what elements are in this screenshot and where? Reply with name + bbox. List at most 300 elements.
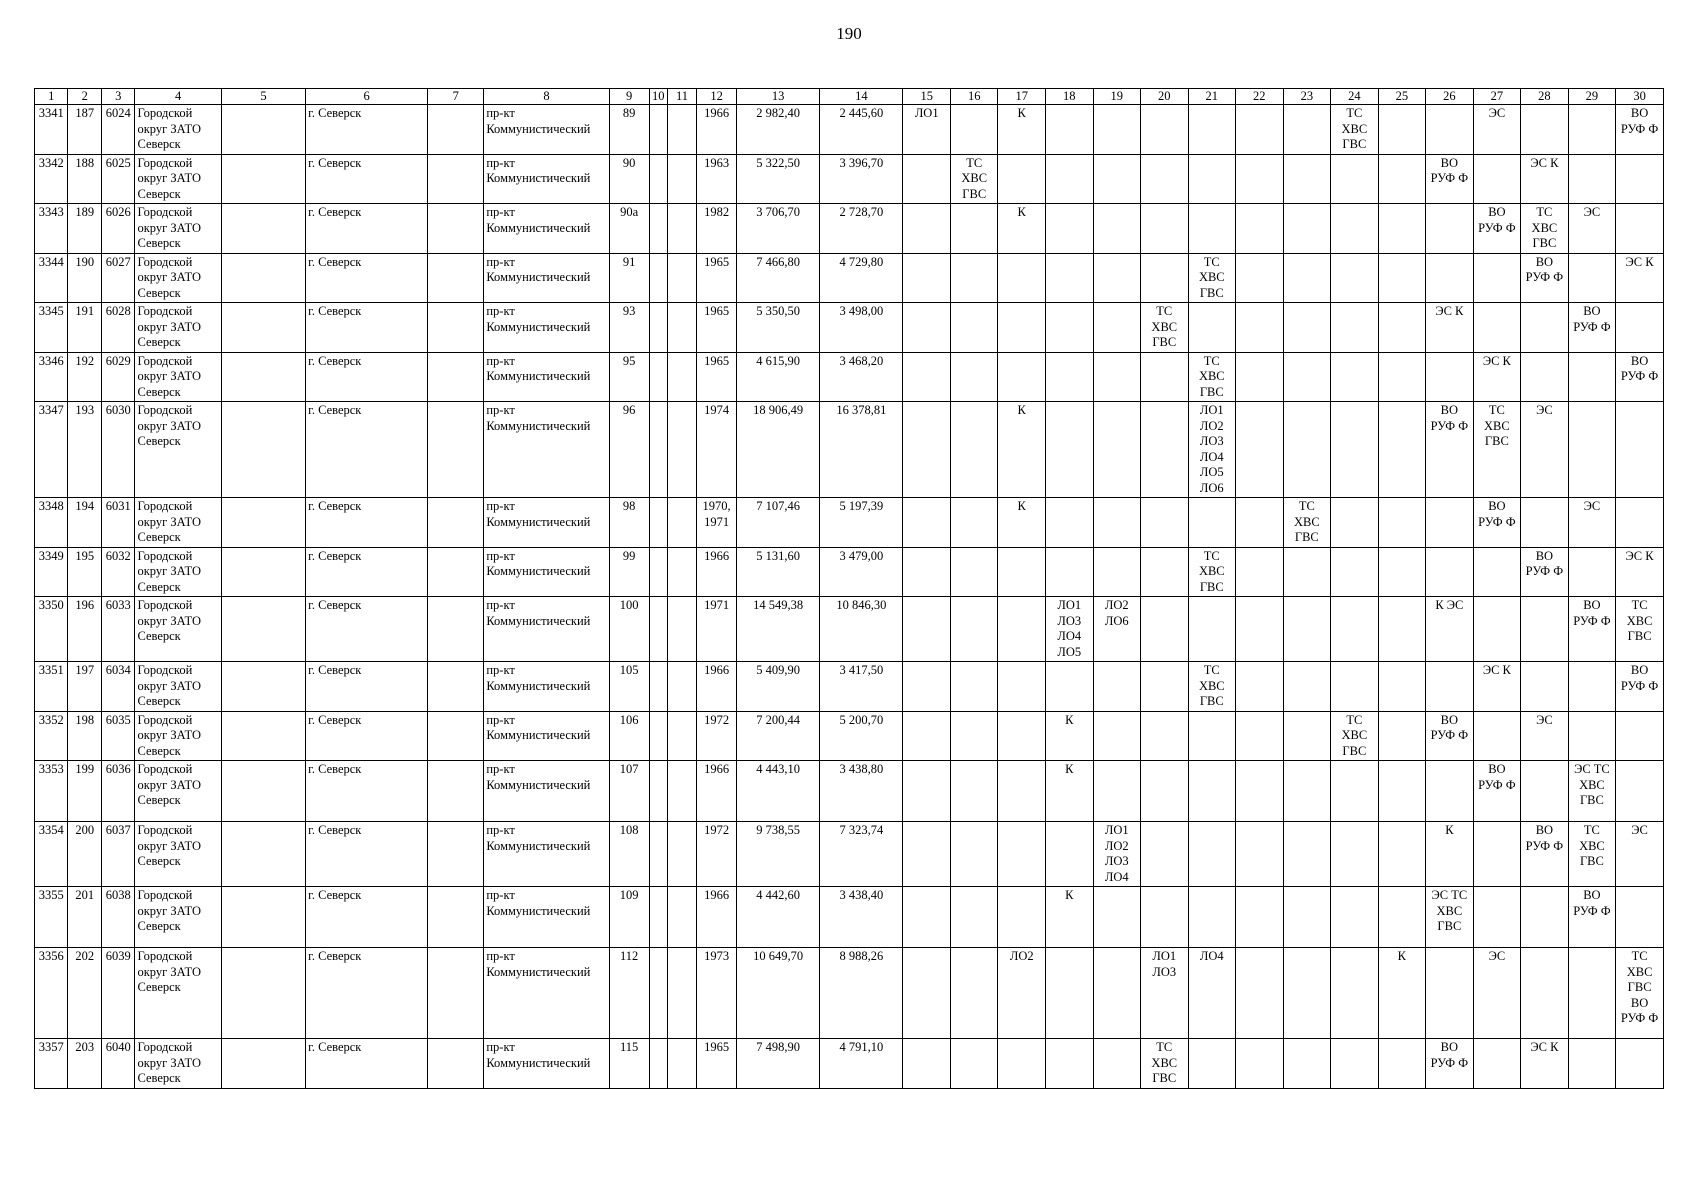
cell-col-3: 6037 (101, 822, 134, 887)
cell-col-14: 3 438,80 (820, 761, 903, 822)
cell-col-5 (221, 352, 305, 402)
cell-col-29 (1568, 948, 1616, 1039)
cell-col-5 (221, 547, 305, 597)
cell-col-1: 3353 (35, 761, 68, 822)
cell-col-26 (1426, 547, 1474, 597)
cell-col-11 (667, 761, 696, 822)
cell-col-25 (1378, 597, 1426, 662)
cell-col-28 (1521, 597, 1569, 662)
cell-col-1: 3346 (35, 352, 68, 402)
cell-col-17: К (998, 105, 1046, 155)
cell-col-13: 4 615,90 (737, 352, 820, 402)
cell-col-25 (1378, 352, 1426, 402)
cell-col-11 (667, 711, 696, 761)
cell-col-12: 1966 (697, 662, 737, 712)
cell-col-1: 3342 (35, 154, 68, 204)
column-header-5: 5 (221, 89, 305, 105)
cell-col-16 (950, 402, 998, 498)
cell-col-24 (1331, 547, 1379, 597)
cell-col-7 (428, 1039, 484, 1089)
column-header-16: 16 (950, 89, 998, 105)
cell-col-21 (1188, 822, 1236, 887)
cell-col-24 (1331, 1039, 1379, 1089)
cell-col-26 (1426, 948, 1474, 1039)
cell-col-1: 3352 (35, 711, 68, 761)
cell-col-26: ВО РУФ Ф (1426, 1039, 1474, 1089)
cell-col-6: г. Северск (306, 597, 428, 662)
cell-col-6: г. Северск (306, 761, 428, 822)
column-header-2: 2 (68, 89, 101, 105)
cell-col-14: 2 728,70 (820, 204, 903, 254)
cell-col-8: пр-кт Коммунистический (484, 303, 609, 353)
cell-col-29 (1568, 711, 1616, 761)
cell-col-20: ТС ХВС ГВС (1141, 1039, 1189, 1089)
cell-col-9: 99 (609, 547, 649, 597)
cell-col-27: ТС ХВС ГВС (1473, 402, 1521, 498)
cell-col-1: 3341 (35, 105, 68, 155)
cell-col-21 (1188, 887, 1236, 948)
cell-col-4: Городской округ ЗАТО Северск (135, 303, 221, 353)
cell-col-12: 1966 (697, 761, 737, 822)
cell-col-14: 10 846,30 (820, 597, 903, 662)
cell-col-17 (998, 662, 1046, 712)
cell-col-7 (428, 303, 484, 353)
cell-col-2: 189 (68, 204, 101, 254)
cell-col-9: 93 (609, 303, 649, 353)
cell-col-2: 200 (68, 822, 101, 887)
cell-col-16 (950, 352, 998, 402)
cell-col-14: 3 417,50 (820, 662, 903, 712)
cell-col-5 (221, 204, 305, 254)
cell-col-22 (1236, 822, 1284, 887)
cell-col-3: 6024 (101, 105, 134, 155)
cell-col-9: 95 (609, 352, 649, 402)
cell-col-23 (1283, 204, 1331, 254)
cell-col-7 (428, 253, 484, 303)
cell-col-14: 7 323,74 (820, 822, 903, 887)
table-row (35, 948, 1664, 1039)
table-row (35, 822, 1664, 887)
cell-col-20 (1141, 887, 1189, 948)
cell-col-10 (649, 761, 667, 822)
cell-col-18 (1045, 253, 1093, 303)
cell-col-30 (1616, 711, 1664, 761)
cell-col-9: 115 (609, 1039, 649, 1089)
cell-col-11 (667, 498, 696, 548)
cell-col-20 (1141, 253, 1189, 303)
cell-col-24 (1331, 352, 1379, 402)
cell-col-18 (1045, 822, 1093, 887)
cell-col-27 (1473, 253, 1521, 303)
cell-col-11 (667, 402, 696, 498)
cell-col-20 (1141, 204, 1189, 254)
cell-col-29: ТС ХВС ГВС (1568, 822, 1616, 887)
cell-col-15 (903, 352, 951, 402)
column-header-9: 9 (609, 89, 649, 105)
cell-col-16 (950, 547, 998, 597)
cell-col-20: ТС ХВС ГВС (1141, 303, 1189, 353)
cell-col-30: ТС ХВС ГВС (1616, 597, 1664, 662)
cell-col-28 (1521, 948, 1569, 1039)
cell-col-21: ТС ХВС ГВС (1188, 253, 1236, 303)
cell-col-26 (1426, 253, 1474, 303)
cell-col-2: 196 (68, 597, 101, 662)
cell-col-10 (649, 303, 667, 353)
cell-col-19 (1093, 1039, 1141, 1089)
cell-col-19 (1093, 105, 1141, 155)
cell-col-19 (1093, 498, 1141, 548)
cell-col-3: 6034 (101, 662, 134, 712)
cell-col-28 (1521, 761, 1569, 822)
cell-col-12: 1965 (697, 1039, 737, 1089)
cell-col-7 (428, 597, 484, 662)
cell-col-5 (221, 105, 305, 155)
cell-col-21: ЛО1 ЛО2 ЛО3 ЛО4 ЛО5 ЛО6 (1188, 402, 1236, 498)
cell-col-6: г. Северск (306, 547, 428, 597)
cell-col-8: пр-кт Коммунистический (484, 253, 609, 303)
cell-col-26: К ЭС (1426, 597, 1474, 662)
cell-col-28: ЭС К (1521, 154, 1569, 204)
cell-col-17 (998, 711, 1046, 761)
cell-col-10 (649, 711, 667, 761)
cell-col-25: К (1378, 948, 1426, 1039)
cell-col-23 (1283, 352, 1331, 402)
cell-col-11 (667, 887, 696, 948)
cell-col-10 (649, 402, 667, 498)
cell-col-22 (1236, 253, 1284, 303)
cell-col-13: 18 906,49 (737, 402, 820, 498)
cell-col-13: 5 350,50 (737, 303, 820, 353)
cell-col-1: 3354 (35, 822, 68, 887)
column-header-21: 21 (1188, 89, 1236, 105)
column-header-27: 27 (1473, 89, 1521, 105)
cell-col-13: 7 466,80 (737, 253, 820, 303)
cell-col-3: 6033 (101, 597, 134, 662)
cell-col-30 (1616, 887, 1664, 948)
cell-col-4: Городской округ ЗАТО Северск (135, 402, 221, 498)
cell-col-6: г. Северск (306, 1039, 428, 1089)
cell-col-22 (1236, 154, 1284, 204)
cell-col-28: ЭС (1521, 402, 1569, 498)
cell-col-15 (903, 948, 951, 1039)
cell-col-4: Городской округ ЗАТО Северск (135, 547, 221, 597)
table-row (35, 887, 1664, 948)
cell-col-15 (903, 597, 951, 662)
table-row (35, 303, 1664, 353)
cell-col-15 (903, 253, 951, 303)
cell-col-2: 197 (68, 662, 101, 712)
cell-col-23: ТС ХВС ГВС (1283, 498, 1331, 548)
cell-col-24 (1331, 662, 1379, 712)
cell-col-23 (1283, 662, 1331, 712)
cell-col-28: ЭС (1521, 711, 1569, 761)
cell-col-20 (1141, 711, 1189, 761)
cell-col-12: 1963 (697, 154, 737, 204)
column-header-22: 22 (1236, 89, 1284, 105)
cell-col-19 (1093, 887, 1141, 948)
cell-col-5 (221, 662, 305, 712)
column-header-10: 10 (649, 89, 667, 105)
cell-col-8: пр-кт Коммунистический (484, 402, 609, 498)
cell-col-14: 4 729,80 (820, 253, 903, 303)
cell-col-18 (1045, 547, 1093, 597)
cell-col-11 (667, 352, 696, 402)
cell-col-26: ВО РУФ Ф (1426, 711, 1474, 761)
cell-col-11 (667, 547, 696, 597)
cell-col-25 (1378, 1039, 1426, 1089)
cell-col-22 (1236, 1039, 1284, 1089)
cell-col-3: 6031 (101, 498, 134, 548)
cell-col-29: ЭС (1568, 498, 1616, 548)
cell-col-21 (1188, 711, 1236, 761)
data-table (34, 88, 1664, 1089)
cell-col-19 (1093, 253, 1141, 303)
table-row (35, 253, 1664, 303)
cell-col-10 (649, 822, 667, 887)
cell-col-23 (1283, 303, 1331, 353)
cell-col-14: 5 200,70 (820, 711, 903, 761)
cell-col-14: 3 479,00 (820, 547, 903, 597)
cell-col-15 (903, 547, 951, 597)
cell-col-14: 8 988,26 (820, 948, 903, 1039)
cell-col-4: Городской округ ЗАТО Северск (135, 662, 221, 712)
cell-col-29 (1568, 352, 1616, 402)
cell-col-22 (1236, 887, 1284, 948)
cell-col-5 (221, 1039, 305, 1089)
cell-col-25 (1378, 662, 1426, 712)
cell-col-23 (1283, 402, 1331, 498)
cell-col-29 (1568, 662, 1616, 712)
cell-col-15 (903, 711, 951, 761)
cell-col-30: ЭС К (1616, 547, 1664, 597)
cell-col-1: 3349 (35, 547, 68, 597)
cell-col-21: ТС ХВС ГВС (1188, 352, 1236, 402)
cell-col-8: пр-кт Коммунистический (484, 948, 609, 1039)
cell-col-13: 14 549,38 (737, 597, 820, 662)
cell-col-25 (1378, 887, 1426, 948)
cell-col-29: ЭС ТС ХВС ГВС (1568, 761, 1616, 822)
cell-col-18 (1045, 105, 1093, 155)
cell-col-5 (221, 154, 305, 204)
cell-col-10 (649, 948, 667, 1039)
cell-col-4: Городской округ ЗАТО Северск (135, 1039, 221, 1089)
cell-col-17 (998, 253, 1046, 303)
cell-col-1: 3356 (35, 948, 68, 1039)
cell-col-17: ЛО2 (998, 948, 1046, 1039)
table-row (35, 711, 1664, 761)
cell-col-7 (428, 948, 484, 1039)
cell-col-18 (1045, 1039, 1093, 1089)
cell-col-20 (1141, 547, 1189, 597)
cell-col-27 (1473, 303, 1521, 353)
cell-col-3: 6026 (101, 204, 134, 254)
cell-col-26: К (1426, 822, 1474, 887)
cell-col-12: 1965 (697, 253, 737, 303)
cell-col-9: 109 (609, 887, 649, 948)
cell-col-19: ЛО2 ЛО6 (1093, 597, 1141, 662)
cell-col-19 (1093, 761, 1141, 822)
cell-col-4: Городской округ ЗАТО Северск (135, 948, 221, 1039)
cell-col-25 (1378, 402, 1426, 498)
column-header-19: 19 (1093, 89, 1141, 105)
cell-col-6: г. Северск (306, 303, 428, 353)
cell-col-19 (1093, 547, 1141, 597)
cell-col-1: 3344 (35, 253, 68, 303)
cell-col-9: 100 (609, 597, 649, 662)
cell-col-20 (1141, 761, 1189, 822)
cell-col-7 (428, 154, 484, 204)
cell-col-10 (649, 547, 667, 597)
table-row (35, 402, 1664, 498)
cell-col-8: пр-кт Коммунистический (484, 498, 609, 548)
cell-col-23 (1283, 105, 1331, 155)
cell-col-25 (1378, 761, 1426, 822)
column-header-6: 6 (306, 89, 428, 105)
column-header-11: 11 (667, 89, 696, 105)
cell-col-27: ЭС (1473, 948, 1521, 1039)
cell-col-3: 6028 (101, 303, 134, 353)
cell-col-13: 4 442,60 (737, 887, 820, 948)
cell-col-21 (1188, 498, 1236, 548)
cell-col-11 (667, 303, 696, 353)
cell-col-20 (1141, 597, 1189, 662)
cell-col-23 (1283, 547, 1331, 597)
cell-col-27: ВО РУФ Ф (1473, 498, 1521, 548)
cell-col-17: К (998, 204, 1046, 254)
cell-col-21 (1188, 761, 1236, 822)
cell-col-18 (1045, 662, 1093, 712)
cell-col-11 (667, 204, 696, 254)
cell-col-16 (950, 597, 998, 662)
cell-col-1: 3351 (35, 662, 68, 712)
cell-col-3: 6035 (101, 711, 134, 761)
cell-col-20 (1141, 822, 1189, 887)
cell-col-8: пр-кт Коммунистический (484, 154, 609, 204)
cell-col-14: 16 378,81 (820, 402, 903, 498)
cell-col-22 (1236, 498, 1284, 548)
cell-col-25 (1378, 154, 1426, 204)
cell-col-23 (1283, 253, 1331, 303)
cell-col-1: 3343 (35, 204, 68, 254)
cell-col-19 (1093, 948, 1141, 1039)
cell-col-12: 1972 (697, 822, 737, 887)
cell-col-7 (428, 547, 484, 597)
cell-col-28: ВО РУФ Ф (1521, 822, 1569, 887)
cell-col-21: ТС ХВС ГВС (1188, 662, 1236, 712)
cell-col-2: 199 (68, 761, 101, 822)
cell-col-28 (1521, 352, 1569, 402)
cell-col-21: ЛО4 (1188, 948, 1236, 1039)
cell-col-14: 5 197,39 (820, 498, 903, 548)
cell-col-14: 3 396,70 (820, 154, 903, 204)
cell-col-15 (903, 402, 951, 498)
cell-col-2: 187 (68, 105, 101, 155)
cell-col-1: 3355 (35, 887, 68, 948)
cell-col-9: 106 (609, 711, 649, 761)
cell-col-7 (428, 761, 484, 822)
cell-col-18: К (1045, 711, 1093, 761)
cell-col-30 (1616, 204, 1664, 254)
column-header-20: 20 (1141, 89, 1189, 105)
cell-col-17 (998, 822, 1046, 887)
cell-col-21 (1188, 105, 1236, 155)
cell-col-13: 5 322,50 (737, 154, 820, 204)
cell-col-14: 3 498,00 (820, 303, 903, 353)
cell-col-16 (950, 822, 998, 887)
cell-col-30: ЭС (1616, 822, 1664, 887)
cell-col-15 (903, 822, 951, 887)
cell-col-22 (1236, 352, 1284, 402)
cell-col-9: 108 (609, 822, 649, 887)
cell-col-30: ЭС К (1616, 253, 1664, 303)
cell-col-10 (649, 662, 667, 712)
header-row (35, 89, 1664, 105)
cell-col-10 (649, 597, 667, 662)
cell-col-19 (1093, 352, 1141, 402)
cell-col-6: г. Северск (306, 498, 428, 548)
cell-col-18 (1045, 154, 1093, 204)
cell-col-26: ВО РУФ Ф (1426, 402, 1474, 498)
cell-col-8: пр-кт Коммунистический (484, 597, 609, 662)
cell-col-8: пр-кт Коммунистический (484, 352, 609, 402)
cell-col-14: 3 438,40 (820, 887, 903, 948)
cell-col-30 (1616, 303, 1664, 353)
column-header-4: 4 (135, 89, 221, 105)
cell-col-12: 1965 (697, 303, 737, 353)
cell-col-24 (1331, 204, 1379, 254)
cell-col-3: 6040 (101, 1039, 134, 1089)
cell-col-23 (1283, 154, 1331, 204)
cell-col-29 (1568, 547, 1616, 597)
cell-col-23 (1283, 948, 1331, 1039)
cell-col-9: 112 (609, 948, 649, 1039)
cell-col-5 (221, 822, 305, 887)
cell-col-13: 2 982,40 (737, 105, 820, 155)
cell-col-1: 3357 (35, 1039, 68, 1089)
cell-col-9: 96 (609, 402, 649, 498)
table-body (35, 105, 1664, 1089)
cell-col-5 (221, 948, 305, 1039)
cell-col-6: г. Северск (306, 154, 428, 204)
cell-col-24 (1331, 303, 1379, 353)
cell-col-17 (998, 761, 1046, 822)
cell-col-12: 1973 (697, 948, 737, 1039)
cell-col-11 (667, 822, 696, 887)
cell-col-4: Городской округ ЗАТО Северск (135, 887, 221, 948)
cell-col-9: 89 (609, 105, 649, 155)
cell-col-22 (1236, 204, 1284, 254)
cell-col-3: 6032 (101, 547, 134, 597)
cell-col-6: г. Северск (306, 352, 428, 402)
cell-col-14: 4 791,10 (820, 1039, 903, 1089)
cell-col-26: ЭС ТС ХВС ГВС (1426, 887, 1474, 948)
cell-col-19 (1093, 662, 1141, 712)
cell-col-16 (950, 761, 998, 822)
cell-col-21: ТС ХВС ГВС (1188, 547, 1236, 597)
cell-col-4: Городской округ ЗАТО Северск (135, 204, 221, 254)
cell-col-28 (1521, 303, 1569, 353)
cell-col-11 (667, 597, 696, 662)
column-header-25: 25 (1378, 89, 1426, 105)
column-header-29: 29 (1568, 89, 1616, 105)
cell-col-18: К (1045, 887, 1093, 948)
table-row (35, 154, 1664, 204)
cell-col-22 (1236, 597, 1284, 662)
cell-col-2: 191 (68, 303, 101, 353)
cell-col-7 (428, 498, 484, 548)
table-row (35, 547, 1664, 597)
cell-col-29: ВО РУФ Ф (1568, 597, 1616, 662)
